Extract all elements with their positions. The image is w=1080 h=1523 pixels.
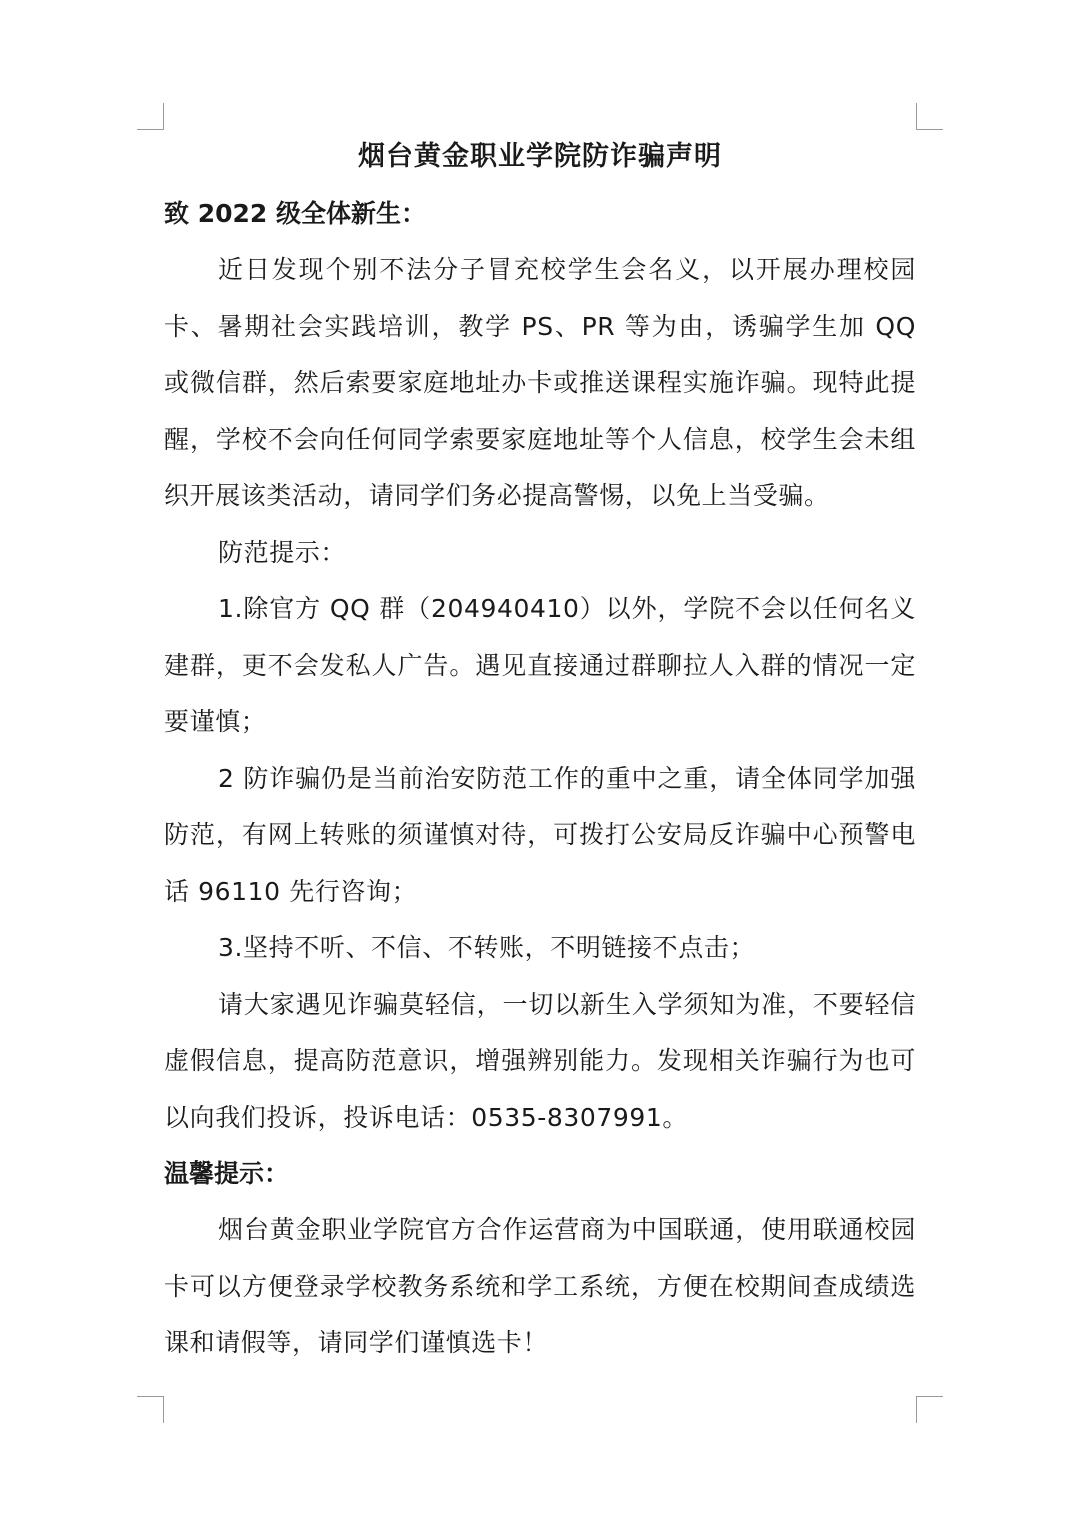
document-body [164, 128, 916, 1372]
page-corner-mark-top-right [916, 103, 943, 130]
document-title: 烟台黄金职业学院防诈骗声明 [358, 141, 722, 172]
page-corner-mark-top-left [137, 103, 164, 130]
tips-heading: 防范提示： [218, 537, 347, 567]
page-corner-mark-bottom-right [916, 1396, 943, 1423]
tip-item-2: 2 防诈骗仍是当前治安防范工作的重中之重，请全体同学加强防范，有网上转账的须谨慎对待，可拨打公安局反诈骗中心预警电话 96110 先行咨询； [164, 763, 916, 906]
warm-tip-paragraph: 烟台黄金职业学院官方合作运营商为中国联通，使用联通校园卡可以方便登录学校教务系统和学工系统，方便在校期间查成绩选课和请假等，请同学们谨慎选卡！ [164, 1215, 916, 1357]
tip-item-1: 1.除官方 QQ 群（204940410）以外，学院不会以任何名义建群，更不会发私人广告。遇见直接通过群聊拉人入群的情况一定要谨慎； [164, 594, 916, 736]
intro-paragraph: 近日发现个别不法分子冒充校学生会名义，以开展办理校园卡、暑期社会实践培训，教学 PS、PR 等为由，诱骗学生加 QQ 或微信群，然后索要家庭地址办卡或推送课程实施诈骗。现特此提醒，学校不会向任何同学索要家庭地址等个人信息，校学生会未组织开展该类活动，请同学们务必提高警惕，以免上当受骗。 [164, 255, 916, 510]
warm-tip-heading: 温馨提示： [164, 1159, 290, 1188]
tip-item-3: 3.坚持不听、不信、不转账，不明链接不点击； [218, 933, 756, 962]
page-corner-mark-bottom-left [137, 1396, 164, 1423]
closing-paragraph: 请大家遇见诈骗莫轻信，一切以新生入学须知为准，不要轻信虚假信息，提高防范意识，增强辨别能力。发现相关诈骗行为也可以向我们投诉，投诉电话：0535-8307991。 [164, 989, 916, 1132]
greeting-line: 致 2022 级全体新生： [164, 199, 426, 228]
